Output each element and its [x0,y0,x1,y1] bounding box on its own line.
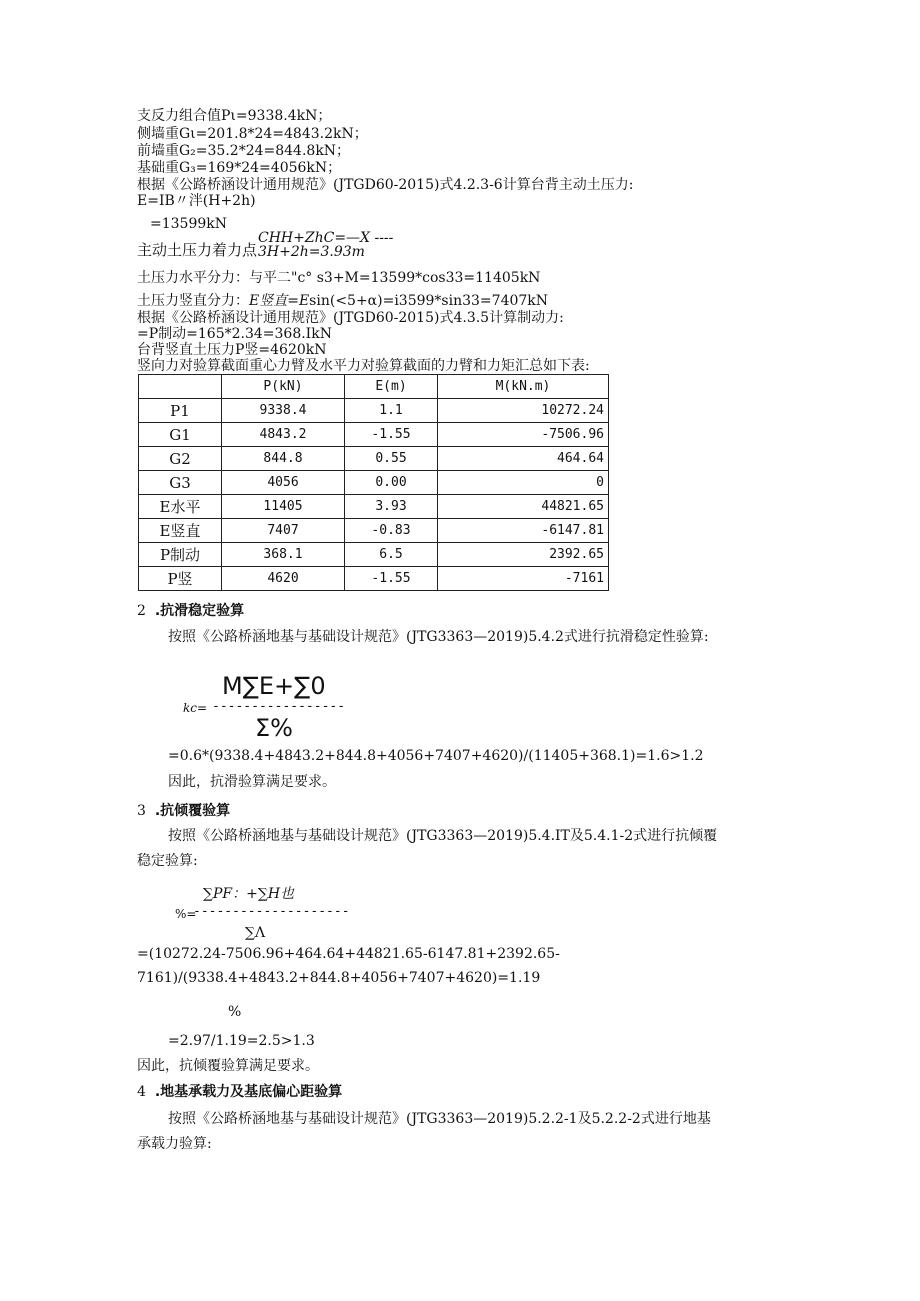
table-cell: 2392.65 [438,543,609,567]
table-row [139,447,609,471]
table-cell: G2 [139,447,222,471]
formula-numerator: ∑PF：+∑H也 [203,886,295,902]
formula-fragment: CHH+ZhC=—X ---- [258,230,394,246]
table-header: P(kN) [222,375,345,399]
table-cell: 4843.2 [222,423,345,447]
section-heading [137,803,230,819]
table-row [139,543,609,567]
table-cell: 0 [438,471,609,495]
section-heading [137,603,244,619]
text-line [137,293,548,309]
table-cell: 11405 [222,495,345,519]
fraction-line: ----------------- [212,699,346,714]
table-cell: -1.55 [345,423,438,447]
text-line: 根据《公路桥涵设计通用规范》(JTGD60-2015)式4.3.5计算制动力: [137,310,564,326]
table-cell: -7161 [438,567,609,591]
table-cell: -7506.96 [438,423,609,447]
table-cell: 9338.4 [222,399,345,423]
table-header: M(kN.m) [438,375,609,399]
text-line: 按照《公路桥涵地基与基础设计规范》(JTG3363—2019)5.4.IT及5.4.1-2式进行抗倾覆 [168,828,718,844]
table-cell: 0.00 [345,471,438,495]
text-line: 7161)/(9338.4+4843.2+844.8+4056+7407+4620)=1.19 [137,970,541,986]
section-number: 4 [137,1084,146,1100]
table-cell: -0.83 [345,519,438,543]
table-cell: -6147.81 [438,519,609,543]
text-line: E=IB〃泮(H+2h) [137,193,256,209]
text-line: 土压力水平分力：与平二"c° s3+M=13599*cos33=11405kN [137,270,541,286]
fraction-line: -------------------- [193,904,350,919]
table-cell: 44821.65 [438,495,609,519]
table-header: E(m) [345,375,438,399]
text-line: =0.6*(9338.4+4843.2+844.8+4056+7407+4620)/(11405+368.1)=1.6>1.2 [168,748,704,764]
formula-fragment: E竖直=E [249,293,310,309]
table-cell: P制动 [139,543,222,567]
table-row [139,471,609,495]
table-cell: 844.8 [222,447,345,471]
table-cell: G3 [139,471,222,495]
table-cell: 4620 [222,567,345,591]
formula-numerator: M∑E+∑0 [222,672,326,700]
text-line: 竖向力对验算截面重心力臂及水平力对验算截面的力臂和力矩汇总如下表: [137,358,590,374]
table-cell: 7407 [222,519,345,543]
formula-lhs: kc= [183,701,208,715]
table-cell: -1.55 [345,567,438,591]
table-cell: 10272.24 [438,399,609,423]
section-heading [137,1084,342,1100]
text-line: 稳定验算: [137,853,198,869]
text-line: 基础重G₃=169*24=4056kN； [137,160,342,176]
table-header [139,375,222,399]
table-cell: 6.5 [345,543,438,567]
table-header-row [139,375,609,399]
formula-denominator: Σ% [255,714,293,742]
formula-denominator: ∑Λ [245,925,266,941]
table-row [139,519,609,543]
text-line: 按照《公路桥涵地基与基础设计规范》(JTG3363—2019)5.2.2-1及5.2.2-2式进行地基 [168,1111,711,1127]
text-line: 承载力验算: [137,1136,212,1152]
section-number: 3 [137,803,146,819]
formula-fragment: 3H+2h=3.93m [258,244,365,260]
force-moment-table [138,374,609,591]
table-cell: 1.1 [345,399,438,423]
text-line: 侧墙重Gι=201.8*24=4843.2kN； [137,126,368,142]
table-row [139,399,609,423]
table-cell: E竖直 [139,519,222,543]
text-line: 主动土压力着力点 [137,241,258,259]
text-line: 支反力组合值Pι=9338.4kN； [137,108,332,124]
text-line: 因此，抗倾覆验算满足要求。 [137,1058,319,1074]
formula-symbol: % [228,1004,242,1020]
text-line: 根据《公路桥涵设计通用规范》(JTGD60-2015)式4.2.3-6计算台背主动土压力: [137,177,634,193]
text-line: =13599kN [150,216,227,232]
text-line: 前墙重G₂=35.2*24=844.8kN； [137,143,351,159]
table-cell: G1 [139,423,222,447]
table-cell: 368.1 [222,543,345,567]
text-line: 因此，抗滑验算满足要求。 [168,774,336,790]
text-line: 按照《公路桥涵地基与基础设计规范》(JTG3363—2019)5.4.2式进行抗滑稳定性验算: [168,629,709,645]
table-cell: 4056 [222,471,345,495]
text-fragment: sin(<5+α)=i3599*sin33=7407kN [309,293,549,309]
table-cell: 0.55 [345,447,438,471]
table-cell: 3.93 [345,495,438,519]
text-line: =P制动=165*2.34=368.IkN [137,326,332,342]
table-row [139,567,609,591]
table-row [139,423,609,447]
section-number: 2 [137,603,146,619]
table-cell: E水平 [139,495,222,519]
text-line: 台背竖直土压力P竖=4620kN [137,342,327,358]
section-title: .抗倾覆验算 [154,803,231,819]
section-title: .抗滑稳定验算 [154,603,245,619]
text-fragment: 土压力竖直分力： [137,293,249,309]
text-line: =2.97/1.19=2.5>1.3 [168,1033,315,1049]
table-cell: P竖 [139,567,222,591]
text-line: =(10272.24-7506.96+464.64+44821.65-6147.81+2392.65- [137,946,560,962]
table-cell: 464.64 [438,447,609,471]
table-row [139,495,609,519]
formula-lhs: %= [175,907,197,921]
section-title: .地基承载力及基底偏心距验算 [154,1084,343,1100]
table-cell: P1 [139,399,222,423]
